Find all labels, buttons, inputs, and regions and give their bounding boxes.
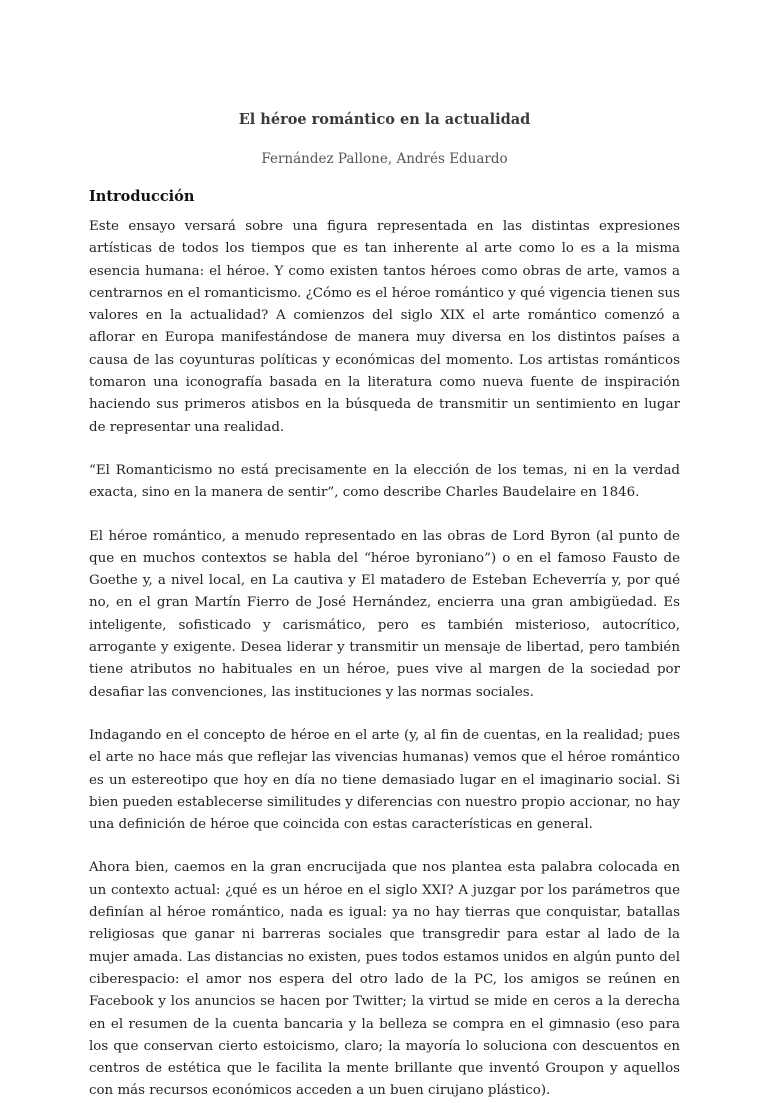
body-paragraph-3: El héroe romántico, a menudo representado en las obras de Lord Byron (al punto de que en muchos contextos se habla del “héroe byroniano”) o en el famoso Fausto de Goethe y, a nivel local, en La cautiva y El matadero de Esteban Echeverría y, por qué no, en el gran Martín Fierro de José Hernández, encierra una gran ambigüedad. Es inteligente, sofisticado y carismático, pero es también misterioso, autocrítico, arrogante y exigente. Desea liderar y transmitir un mensaje de libertad, pero también tiene atributos no habituales en un héroe, pues vive al margen de la sociedad por desafiar las convenciones, las instituciones y las normas sociales. bbox=[89, 528, 680, 700]
body-paragraph-1: Este ensayo versará sobre una figura representada en las distintas expresiones artísticas de todos los tiempos que es tan inherente al arte como lo es a la misma esencia humana: el héroe. Y como existen tantos héroes como obras de arte, vamos a centrarnos en el romanticismo. ¿Cómo es el héroe romántico y qué vigencia tienen sus valores en la actualidad? A comienzos del siglo XIX el arte romántico comenzó a aflorar en Europa manifestándose de manera muy diversa en los distintos países a causa de las coyunturas políticas y económicas del momento. Los artistas románticos tomaron una iconografía basada en la literatura como nueva fuente de inspiración haciendo sus primeros atisbos en la búsqueda de transmitir un sentimiento en lugar de representar una realidad. bbox=[89, 219, 680, 435]
document-title: El héroe romántico en la actualidad bbox=[238, 111, 531, 128]
body-paragraph-5: Ahora bien, caemos en la gran encrucijada que nos plantea esta palabra colocada en un contexto actual: ¿qué es un héroe en el siglo XXI? A juzgar por los parámetros que definían al héroe romántico, nada es igual: ya no hay tierras que conquistar, batallas religiosas que ganar ni barreras sociales que transgredir para estar al lado de la mujer amada. Las distancias no existen, pues todos estamos unidos en algún punto del ciberespacio: el amor nos espera del otro lado de la PC, los amigos se reúnen en Facebook y los anuncios se hacen por Twitter; la virtud se mide en ceros a la derecha en el resumen de la cuenta bancaria y la belleza se compra en el gimnasio (eso para los que conservan cierto estoicismo, claro; la mayoría lo soluciona con descuentos en centros de estética que le facilita la mente brillante que inventó Groupon y aquellos con más recursos económicos acceden a un buen cirujano plástico). bbox=[89, 860, 680, 1099]
document-author: Fernández Pallone, Andrés Eduardo bbox=[261, 151, 508, 167]
section-heading: Introducción bbox=[89, 188, 195, 205]
body-paragraph-4: Indagando en el concepto de héroe en el arte (y, al fin de cuentas, en la realidad; pues el arte no hace más que reflejar las vivencias humanas) vemos que el héroe romántico es un estereotipo que hoy en día no tiene demasiado lugar en el imaginario social. Si bien pueden establecerse similitudes y diferencias con nuestro propio accionar, no hay una definición de héroe que coincida con estas características en general. bbox=[89, 727, 680, 833]
body-paragraph-2-quote: “El Romanticismo no está precisamente en la elección de los temas, ni en la verdad exacta, sino en la manera de sentir”, como describe Charles Baudelaire en 1846. bbox=[89, 462, 680, 501]
